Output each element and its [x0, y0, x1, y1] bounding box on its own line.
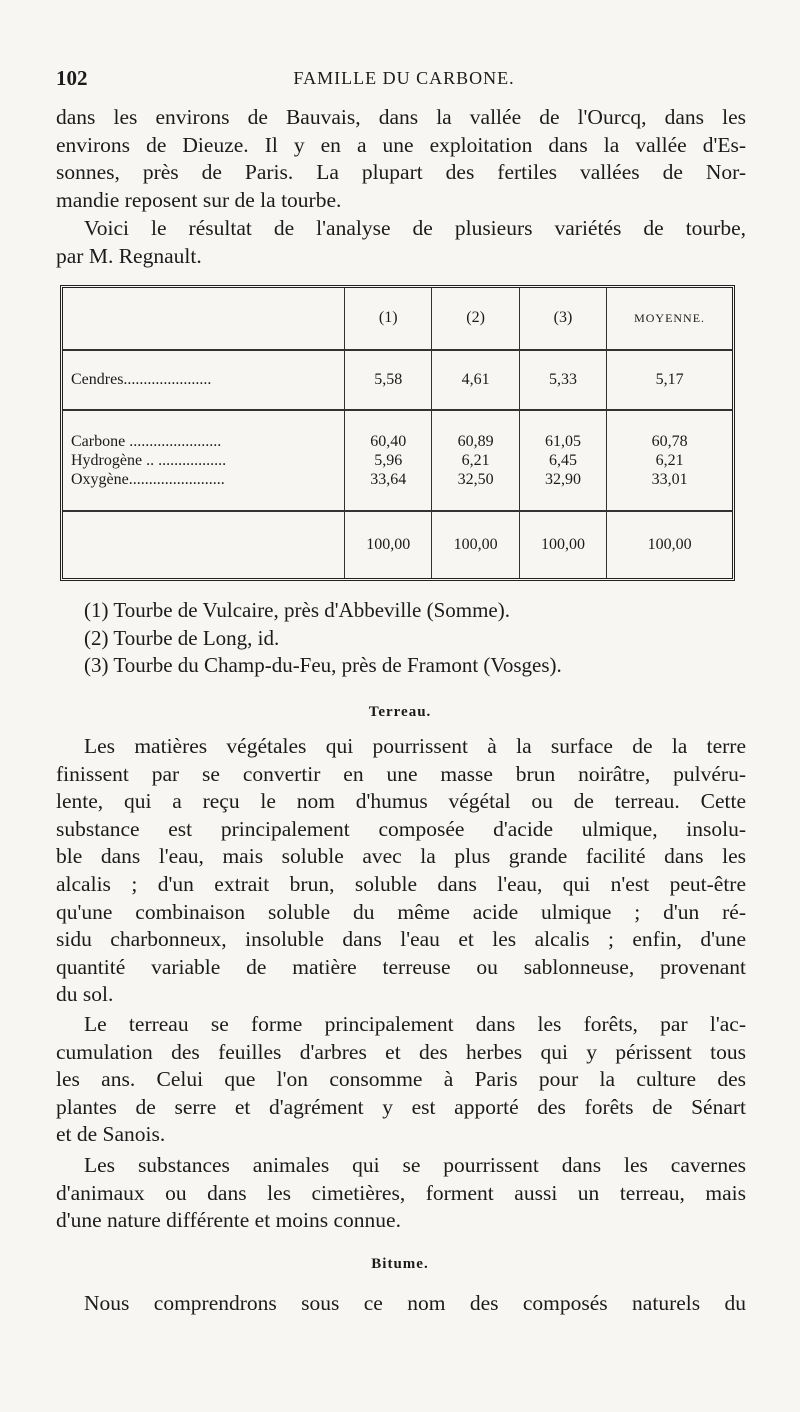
table-cell [519, 410, 606, 511]
analysis-table [60, 285, 735, 581]
text-line: alcalis ; d'un extrait brun, soluble dans l'eau, qui n'est peut-être [56, 871, 746, 896]
text-line: quantité variable de matière terreuse ou sablonneuse, provenant [56, 954, 746, 979]
text-line: dans les environs de Bauvais, dans la vallée de l'Ourcq, dans les [56, 105, 746, 129]
cell-value: 33,01 [651, 471, 688, 489]
table-cell [432, 410, 519, 511]
table-header-cell: (2) [432, 288, 519, 350]
text-line: Le terreau se forme principalement dans les forêts, par l'ac- [84, 1012, 746, 1036]
text-line: d'animaux ou dans les cimetières, forment aussi un terreau, mais [56, 1180, 746, 1205]
text-line: Voici le résultat de l'analyse de plusieurs variétés de tourbe, [84, 216, 746, 240]
text-line: environs de Dieuze. Il y en a une exploitation dans la vallée d'Es- [56, 132, 746, 157]
intro-paragraph [56, 104, 746, 214]
cell-value: 6,21 [461, 452, 490, 470]
text-line: Les matières végétales qui pourrissent à la surface de la terre [84, 734, 746, 758]
row-label [63, 511, 345, 578]
page-number: 102 [56, 66, 88, 90]
text-line: mandie reposent sur de la tourbe. [56, 187, 342, 212]
table-cell: 5,58 [345, 350, 432, 411]
table-header-cell [63, 288, 345, 350]
text-line: plantes de serre et d'agrément y est apporté des forêts de Sénart [56, 1094, 746, 1119]
text-line: ble dans l'eau, mais soluble avec la plus grande facilité dans les [56, 844, 746, 869]
table-header-cell: (1) [345, 288, 432, 350]
cell-value: 33,64 [370, 471, 407, 489]
text-line: et de Sanois. [56, 1122, 166, 1147]
text-line: Nous comprendrons sous ce nom des composés naturels du [84, 1291, 746, 1315]
table-header-row [63, 288, 732, 350]
table-cell: 5,33 [519, 350, 606, 411]
running-title: FAMILLE DU CARBONE. [293, 68, 515, 88]
table-cell: 4,61 [432, 350, 519, 411]
humus-paragraph [56, 733, 746, 1009]
analysis-paragraph [56, 215, 746, 270]
forest-paragraph [56, 1011, 746, 1149]
cell-value: 60,40 [370, 433, 407, 451]
cell-value: 6,45 [548, 452, 577, 470]
cell-value: 32,90 [544, 471, 581, 489]
table-row [63, 350, 732, 411]
text-line: Les substances animales qui se pourrissent dans les cavernes [84, 1153, 746, 1177]
footnote: (3) Tourbe du Champ-du-Feu, près de Framont (Vosges). [84, 653, 562, 678]
cell-value: 60,78 [651, 433, 688, 451]
row-label: Cendres...................... [63, 350, 345, 411]
text-line: sonnes, près de Paris. La plupart des fertiles vallées de Nor- [56, 160, 746, 185]
section-title: Bitume. [371, 1256, 429, 1272]
text-line: du sol. [56, 982, 114, 1007]
table-header-cell: MOYENNE. [607, 288, 732, 350]
text-line: sidu charbonneux, insoluble dans l'eau et les alcalis ; enfin, d'une [56, 927, 746, 952]
text-line: finissent par se convertir en une masse brun noirâtre, pulvéru- [56, 761, 746, 786]
table-header-cell: (3) [519, 288, 606, 350]
page-header [56, 66, 752, 96]
row-label: Hydrogène .. ................. [71, 452, 227, 470]
footnote: (2) Tourbe de Long, id. [84, 625, 280, 650]
row-label: Carbone ....................... [71, 433, 222, 451]
row-label-group [63, 410, 345, 511]
table-cell: 100,00 [607, 511, 732, 578]
bitume-paragraph [56, 1290, 746, 1318]
table-notes [84, 597, 562, 680]
footnote: (1) Tourbe de Vulcaire, près d'Abbeville (Somme). [84, 598, 510, 622]
cell-value: 32,50 [457, 471, 494, 489]
text-line: lente, qui a reçu le nom d'humus végétal ou de terreau. Cette [56, 789, 746, 814]
table-cell: 5,17 [607, 350, 732, 411]
cell-value: 5,96 [374, 452, 403, 470]
text-line: par M. Regnault. [56, 243, 202, 268]
table-total-row [63, 511, 732, 578]
text-line: cumulation des feuilles d'arbres et des herbes qui y périssent tous [56, 1039, 746, 1064]
text-line: les ans. Celui que l'on consomme à Paris pour la culture des [56, 1067, 746, 1092]
section-title: Terreau. [368, 704, 432, 720]
row-label: Oxygène........................ [71, 471, 225, 489]
table-cell [607, 410, 732, 511]
cell-value: 61,05 [544, 433, 581, 451]
animal-paragraph [56, 1152, 746, 1235]
table-cell [345, 410, 432, 511]
table-row [63, 410, 732, 511]
table-cell: 100,00 [432, 511, 519, 578]
text-line: substance est principalement composée d'acide ulmique, insolu- [56, 816, 746, 841]
text-line: qu'une combinaison soluble du même acide ulmique ; d'un ré- [56, 899, 746, 924]
cell-value: 6,21 [655, 452, 684, 470]
table-cell: 100,00 [519, 511, 606, 578]
text-line: d'une nature différente et moins connue. [56, 1208, 401, 1233]
cell-value: 60,89 [457, 433, 494, 451]
table-cell: 100,00 [345, 511, 432, 578]
